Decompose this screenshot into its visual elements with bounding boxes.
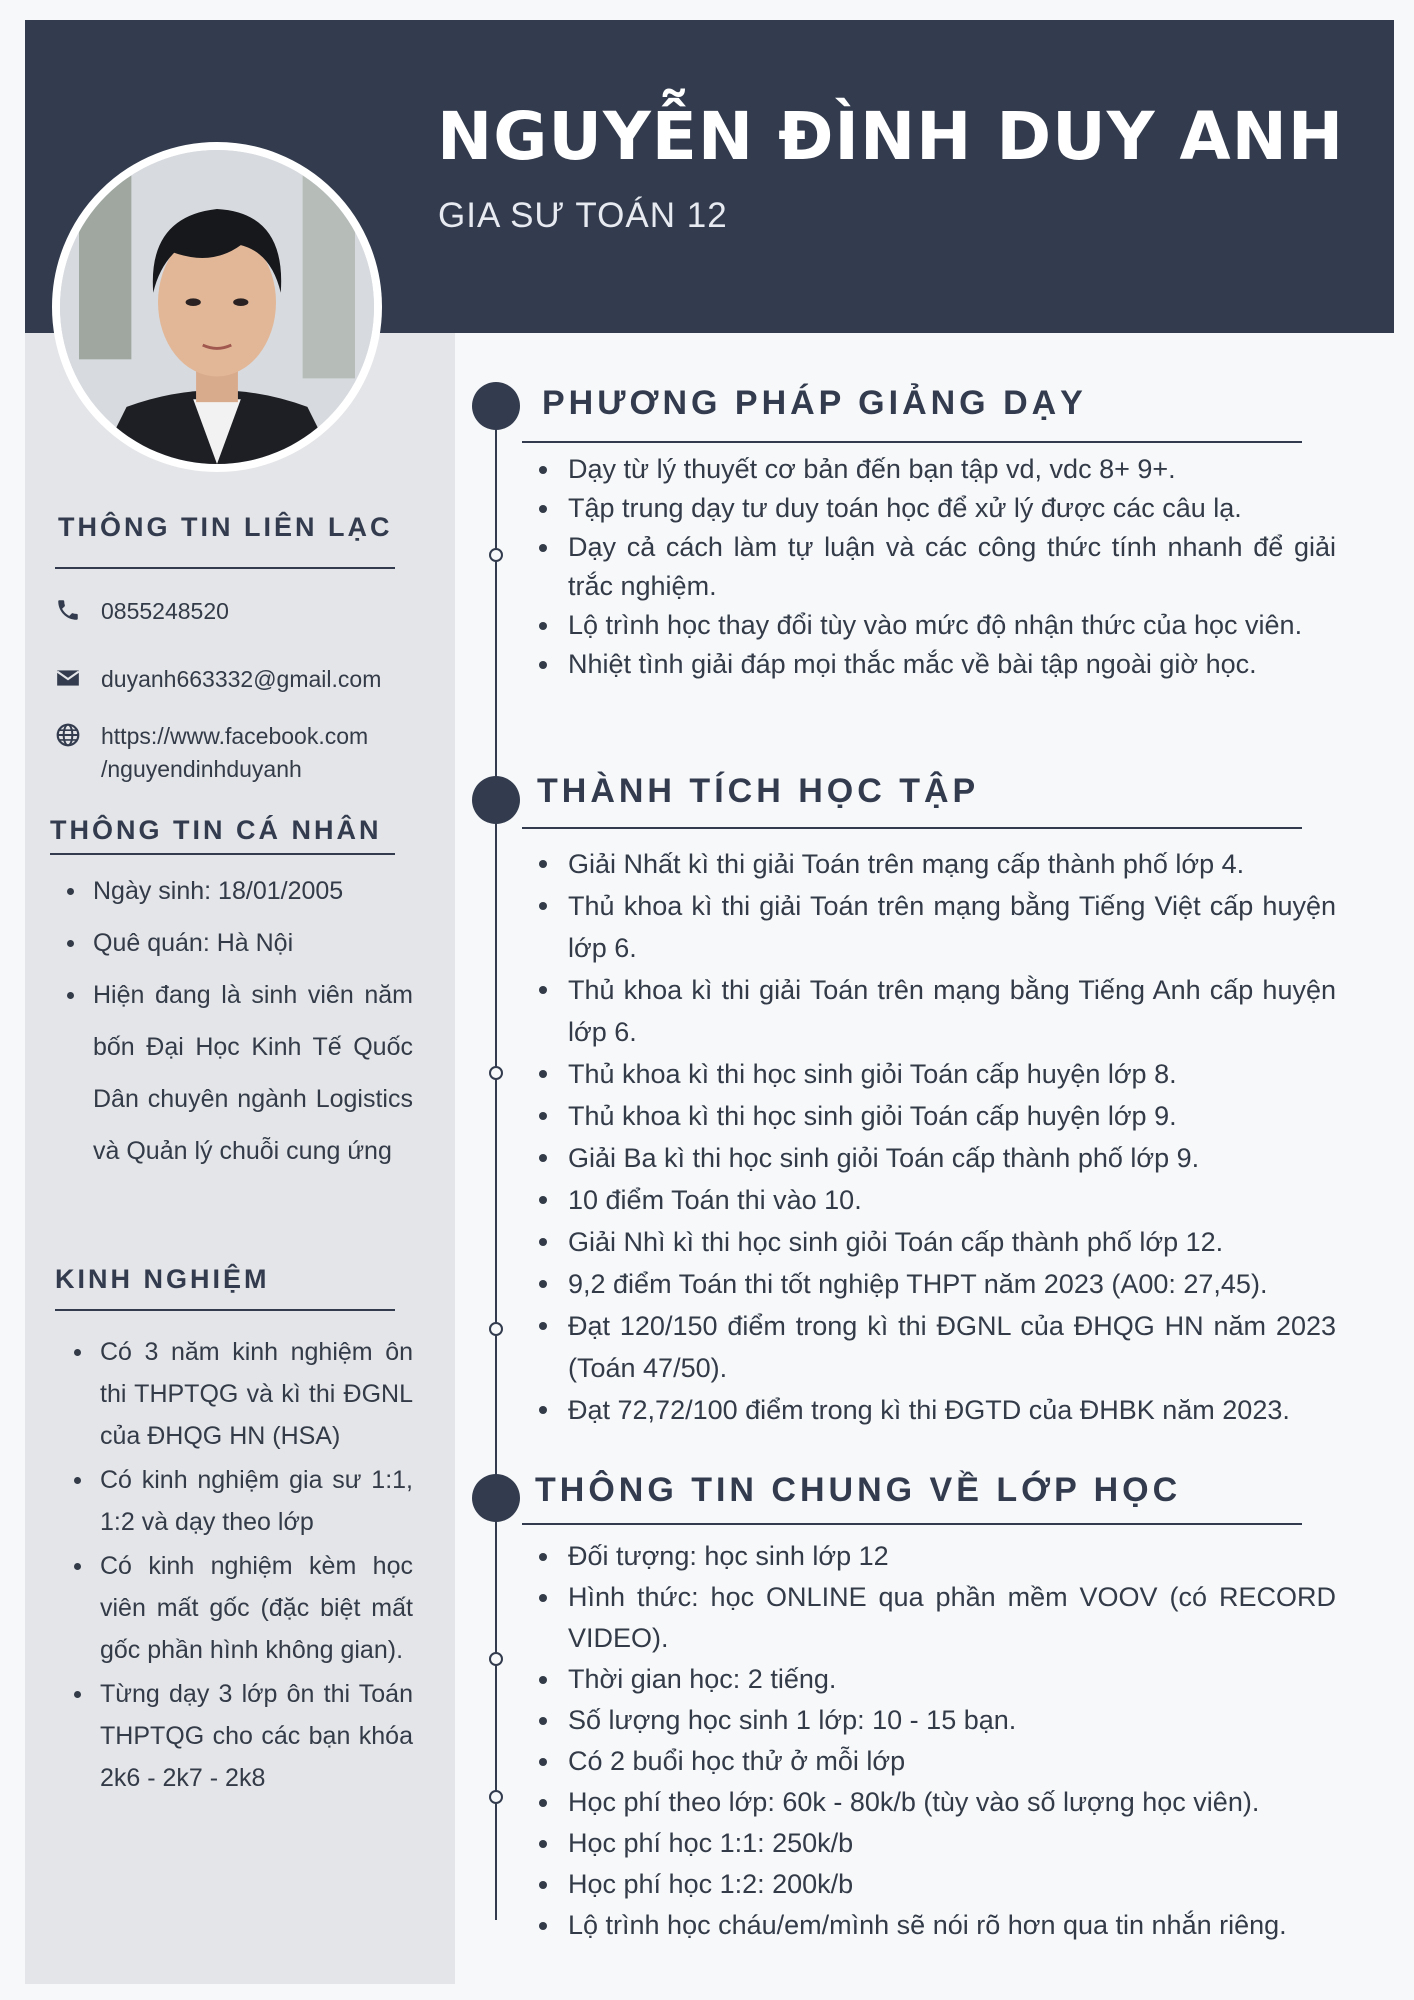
- achievements-divider: [522, 827, 1302, 829]
- class-info-item: Số lượng học sinh 1 lớp: 10 - 15 bạn.: [530, 1700, 1336, 1741]
- method-item: Dạy cả cách làm tự luận và các công thức tính nhanh để giải trắc nghiệm.: [530, 528, 1336, 606]
- method-item: Lộ trình học thay đổi tùy vào mức độ nhận thức của học viên.: [530, 606, 1336, 645]
- achievements-list: [530, 843, 1336, 1431]
- class-info-item: Học phí học 1:2: 200k/b: [530, 1864, 1336, 1905]
- achievement-item: Đạt 72,72/100 điểm trong kì thi ĐGTD của ĐHBK năm 2023.: [530, 1389, 1336, 1431]
- job-title: GIA SƯ TOÁN 12: [438, 196, 728, 235]
- class-info-item: Lộ trình học cháu/em/mình sẽ nói rõ hơn qua tin nhắn riêng.: [530, 1905, 1336, 1946]
- timeline-node: [489, 548, 503, 562]
- achievement-item: Đạt 120/150 điểm trong kì thi ĐGNL của ĐHQG HN năm 2023 (Toán 47/50).: [530, 1305, 1336, 1389]
- personal-divider: [50, 853, 395, 855]
- experience-divider: [55, 1309, 395, 1311]
- experience-item: Có kinh nghiệm kèm học viên mất gốc (đặc biệt mất gốc phần hình không gian).: [62, 1545, 413, 1671]
- phone-icon: [55, 597, 81, 623]
- achievement-item: Giải Ba kì thi học sinh giỏi Toán cấp thành phố lớp 9.: [530, 1137, 1336, 1179]
- achievement-item: Giải Nhất kì thi giải Toán trên mạng cấp thành phố lớp 4.: [530, 843, 1336, 885]
- method-item: Nhiệt tình giải đáp mọi thắc mắc về bài tập ngoài giờ học.: [530, 645, 1336, 684]
- method-list: [530, 450, 1336, 684]
- experience-item: Từng dạy 3 lớp ôn thi Toán THPTQG cho các bạn khóa 2k6 - 2k7 - 2k8: [62, 1673, 413, 1799]
- timeline-node: [489, 1066, 503, 1080]
- method-divider: [522, 441, 1302, 443]
- class-info-item: Học phí học 1:1: 250k/b: [530, 1823, 1336, 1864]
- achievement-item: Thủ khoa kì thi học sinh giỏi Toán cấp huyện lớp 9.: [530, 1095, 1336, 1137]
- timeline-node: [489, 1322, 503, 1336]
- class-info-item: Hình thức: học ONLINE qua phần mềm VOOV (có RECORD VIDEO).: [530, 1577, 1336, 1659]
- class-info-title: THÔNG TIN CHUNG VỀ LỚP HỌC: [535, 1471, 1182, 1509]
- avatar-photo: [60, 150, 374, 464]
- email-row: [55, 663, 381, 696]
- personal-item: Hiện đang là sinh viên năm bốn Đại Học Kinh Tế Quốc Dân chuyên ngành Logistics và Quản lý chuỗi cung ứng: [55, 969, 413, 1177]
- timeline-marker-method: [472, 382, 520, 430]
- achievement-item: 10 điểm Toán thi vào 10.: [530, 1179, 1336, 1221]
- contact-divider: [55, 567, 395, 569]
- method-item: Dạy từ lý thuyết cơ bản đến bạn tập vd, vdc 8+ 9+.: [530, 450, 1336, 489]
- achievements-title: THÀNH TÍCH HỌC TẬP: [537, 772, 980, 810]
- experience-list: [62, 1331, 413, 1801]
- email-address[interactable]: duyanh663332@gmail.com: [101, 666, 382, 692]
- timeline-node: [489, 1652, 503, 1666]
- timeline-line: [495, 410, 497, 1920]
- experience-item: Có 3 năm kinh nghiệm ôn thi THPTQG và kì thi ĐGNL của ĐHQG HN (HSA): [62, 1331, 413, 1457]
- globe-icon: [55, 722, 81, 748]
- phone-number[interactable]: 0855248520: [101, 598, 229, 624]
- personal-title: THÔNG TIN CÁ NHÂN: [50, 815, 382, 845]
- avatar: [52, 142, 382, 472]
- achievement-item: Thủ khoa kì thi giải Toán trên mạng bằng Tiếng Việt cấp huyện lớp 6.: [530, 885, 1336, 969]
- personal-item: Quê quán: Hà Nội: [55, 917, 413, 969]
- class-info-item: Thời gian học: 2 tiếng.: [530, 1659, 1336, 1700]
- method-title: PHƯƠNG PHÁP GIẢNG DẠY: [542, 384, 1087, 422]
- personal-item: Ngày sinh: 18/01/2005: [55, 865, 413, 917]
- class-info-item: Có 2 buổi học thử ở mỗi lớp: [530, 1741, 1336, 1782]
- website-link[interactable]: [101, 720, 368, 786]
- timeline-marker-class: [472, 1474, 520, 1522]
- personal-list: [55, 865, 413, 1177]
- achievement-item: Thủ khoa kì thi học sinh giỏi Toán cấp huyện lớp 8.: [530, 1053, 1336, 1095]
- website-row: [55, 720, 368, 786]
- method-item: Tập trung dạy tư duy toán học để xử lý được các câu lạ.: [530, 489, 1336, 528]
- class-info-item: Học phí theo lớp: 60k - 80k/b (tùy vào số lượng học viên).: [530, 1782, 1336, 1823]
- achievement-item: Giải Nhì kì thi học sinh giỏi Toán cấp thành phố lớp 12.: [530, 1221, 1336, 1263]
- website-line-2: /nguyendinhduyanh: [101, 756, 302, 782]
- page-title: NGUYỄN ĐÌNH DUY ANH: [437, 98, 1345, 175]
- email-icon: [55, 665, 81, 691]
- phone-row: [55, 595, 229, 628]
- class-info-item: Đối tượng: học sinh lớp 12: [530, 1536, 1336, 1577]
- website-line-1: https://www.facebook.com: [101, 723, 369, 749]
- class-info-divider: [522, 1523, 1302, 1525]
- timeline-node: [489, 1790, 503, 1804]
- class-info-list: [530, 1536, 1336, 1946]
- achievement-item: Thủ khoa kì thi giải Toán trên mạng bằng Tiếng Anh cấp huyện lớp 6.: [530, 969, 1336, 1053]
- experience-item: Có kinh nghiệm gia sư 1:1, 1:2 và dạy theo lớp: [62, 1459, 413, 1543]
- experience-title: KINH NGHIỆM: [55, 1264, 270, 1294]
- timeline-marker-achievements: [472, 776, 520, 824]
- contact-title: THÔNG TIN LIÊN LẠC: [58, 512, 393, 542]
- achievement-item: 9,2 điểm Toán thi tốt nghiệp THPT năm 2023 (A00: 27,45).: [530, 1263, 1336, 1305]
